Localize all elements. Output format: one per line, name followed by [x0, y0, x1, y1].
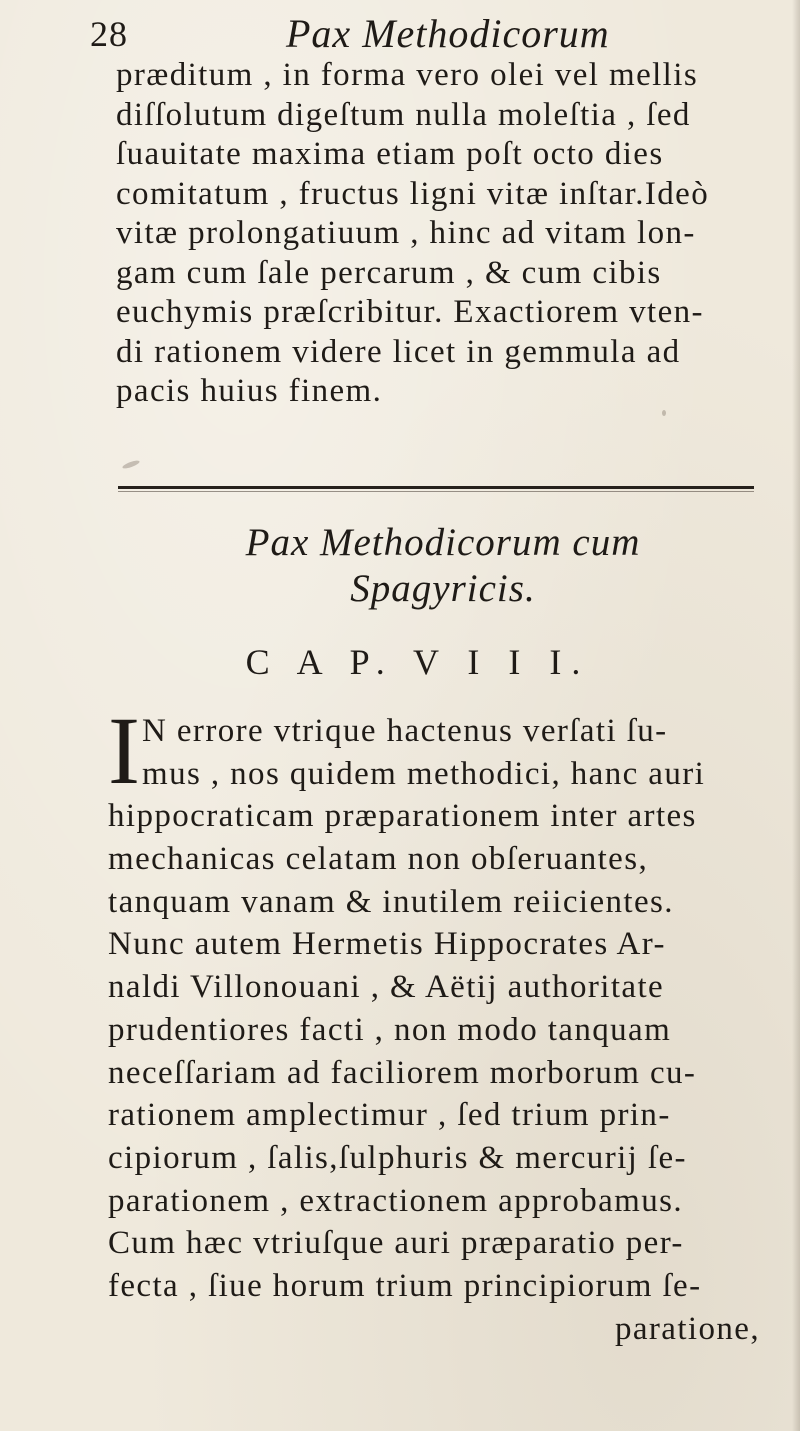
ink-smudge [122, 459, 141, 470]
text-line: pacis huius finem. [116, 373, 383, 409]
text-line: di rationem videre licet in gemmula ad [116, 333, 681, 370]
text-line: Cum hæc vtriuſque auri præparatio per- [108, 1225, 684, 1262]
text-line: præditum , in forma vero olei vel mellis [116, 57, 699, 93]
running-head [90, 11, 750, 56]
chapter-paragraph [108, 697, 792, 1350]
text-line: mus , nos quidem methodici, hanc auri [142, 755, 706, 792]
text-line: prudentiores facti , non modo tanquam [108, 1011, 672, 1048]
drop-cap: I [108, 697, 142, 804]
text-line: diſſolutum digeſtum nulla moleſtia , ſed [116, 96, 691, 133]
paragraph-continued [116, 56, 792, 412]
text-line: gam cum ſale percarum , & cum cibis [116, 254, 662, 291]
section-rule-thin [118, 491, 754, 492]
running-title: Pax Methodicorum [286, 11, 610, 56]
text-line: comitatum , fructus ligni vitæ inſtar.Ideò [116, 175, 710, 212]
text-line: Nunc autem Hermetis Hippocrates Ar- [108, 926, 666, 963]
section-rule [118, 486, 754, 489]
ink-smudge [662, 410, 666, 416]
text-line: neceſſariam ad faciliorem morborum cu- [108, 1054, 697, 1091]
page-number: 28 [90, 14, 128, 54]
text-line-last: paratione, [614, 1310, 760, 1347]
text-line: vitæ prolongatiuum , hinc ad vitam lon- [116, 215, 696, 251]
text-line: mechanicas celatam non obſeruantes, [108, 841, 649, 878]
chapter-number: C A P. V I I I. [245, 642, 591, 682]
text-line: euchymis præſcribitur. Exactiorem vten- [116, 294, 704, 330]
text-line: fecta , ſiue horum trium principiorum ſe- [108, 1267, 702, 1304]
text-line: naldi Villonouani , & Aëtij authoritate [108, 969, 665, 1006]
text-line: parationem , extractionem approbamus. [108, 1182, 684, 1219]
text-line: cipiorum , ſalis,ſulphuris & mercurij ſe- [108, 1139, 687, 1176]
chapter-title [118, 520, 768, 612]
text-line: ſuauitate maxima etiam poſt octo dies [116, 136, 664, 172]
chapter-title-line-1: Pax Methodicorum cum [245, 521, 641, 564]
text-line: tanquam vanam & inutilem reiicientes. [108, 883, 674, 920]
page-edge-shadow [792, 0, 800, 1431]
text-line-content: N errore vtrique hactenus verſati ſu- [142, 713, 668, 749]
text-line: hippocraticam præparationem inter artes [108, 798, 697, 835]
text-line: rationem amplectimur , ſed trium prin- [108, 1097, 671, 1134]
chapter-title-line-2: Spagyricis. [350, 567, 536, 610]
